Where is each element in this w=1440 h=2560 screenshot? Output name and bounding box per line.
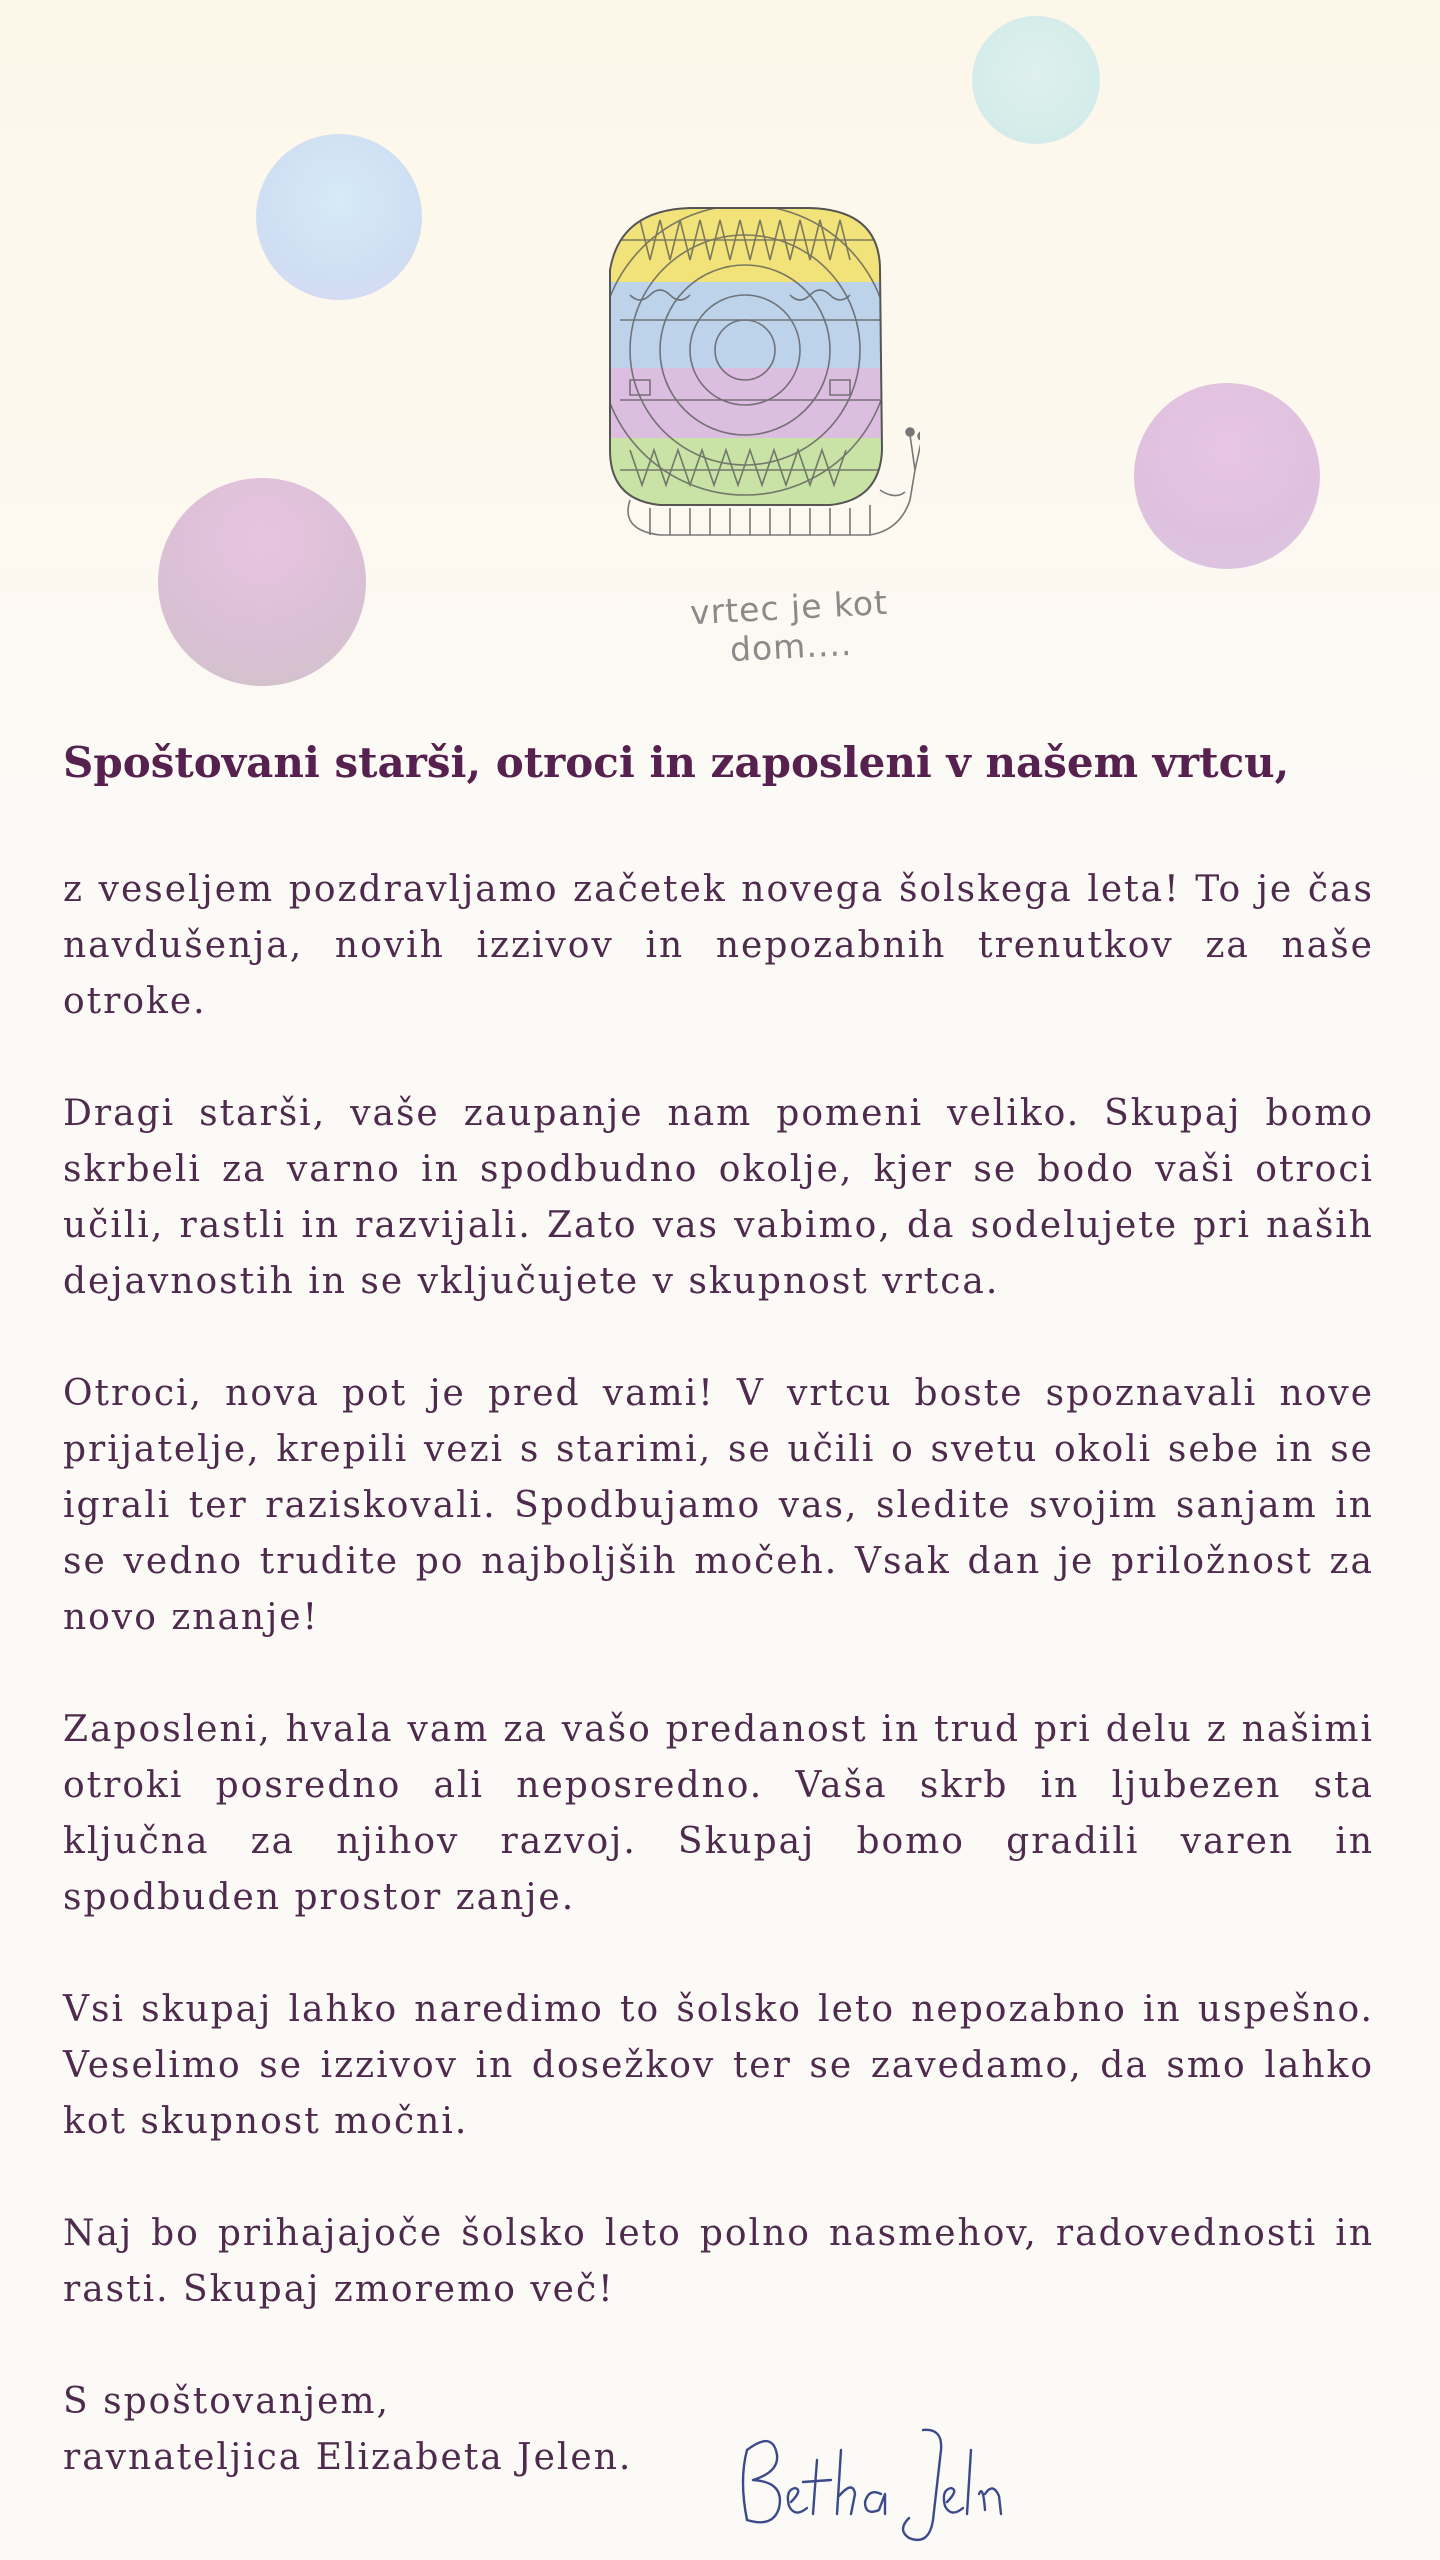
closing-salutation: S spoštovanjem, — [63, 2381, 390, 2422]
letter-paragraph: z veseljem pozdravljamo začetek novega šolskega leta! To je čas navdušenja, novih izzivov in nepozabnih trenutkov za naše otroke. — [63, 869, 1374, 1022]
letter-paragraph: Otroci, nova pot je pred vami! V vrtcu boste spoznavali nove prijatelje, krepili vezi s starimi, se učili o svetu okoli sebe in se igrali ter raziskovali. Spodbujamo vas, sledite svojim sanjam in se vedno trudite po najboljših močeh. Vsak dan je priložnost za novo znanje! — [63, 1373, 1374, 1638]
decorative-bubble-mint — [972, 16, 1100, 144]
decorative-bubble-blue — [256, 134, 422, 300]
letter-paragraph: Naj bo prihajajoče šolsko leto polno nasmehov, radovednosti in rasti. Skupaj zmoremo več! — [63, 2213, 1374, 2310]
letter-heading: Spoštovani starši, otroci in zaposleni v našem vrtcu, — [63, 738, 1290, 787]
decorative-bubble-mauve — [158, 478, 366, 686]
hero-banner — [0, 0, 1440, 800]
letter-closing — [63, 2374, 632, 2486]
letter-paragraph: Dragi starši, vaše zaupanje nam pomeni veliko. Skupaj bomo skrbeli za varno in spodbudno okolje, kjer se bodo vaši otroci učili, rastli in razvijali. Zato vas vabimo, da sodelujete pri naših dejavnostih in se vključujete v skupnost vrtca. — [63, 1093, 1374, 1302]
closing-signatory: ravnateljica Elizabeta Jelen. — [63, 2437, 633, 2478]
kindergarten-tagline: vrtec je kot dom.... — [689, 582, 889, 670]
letter-paragraph: Zaposleni, hvala vam za vašo predanost in trud pri delu z našimi otroki posredno ali neposredno. Vaša skrb in ljubezen sta ključna za njihov razvoj. Skupaj bomo gradili varen in spodbuden prostor zanje. — [63, 1709, 1374, 1918]
handwritten-signature — [733, 2410, 1013, 2550]
decorative-bubble-pink — [1134, 383, 1320, 569]
letter-paragraph: Vsi skupaj lahko naredimo to šolsko leto nepozabno in uspešno. Veselimo se izzivov in dosežkov ter se zavedamo, da smo lahko kot skupnost močni. — [63, 1989, 1374, 2142]
